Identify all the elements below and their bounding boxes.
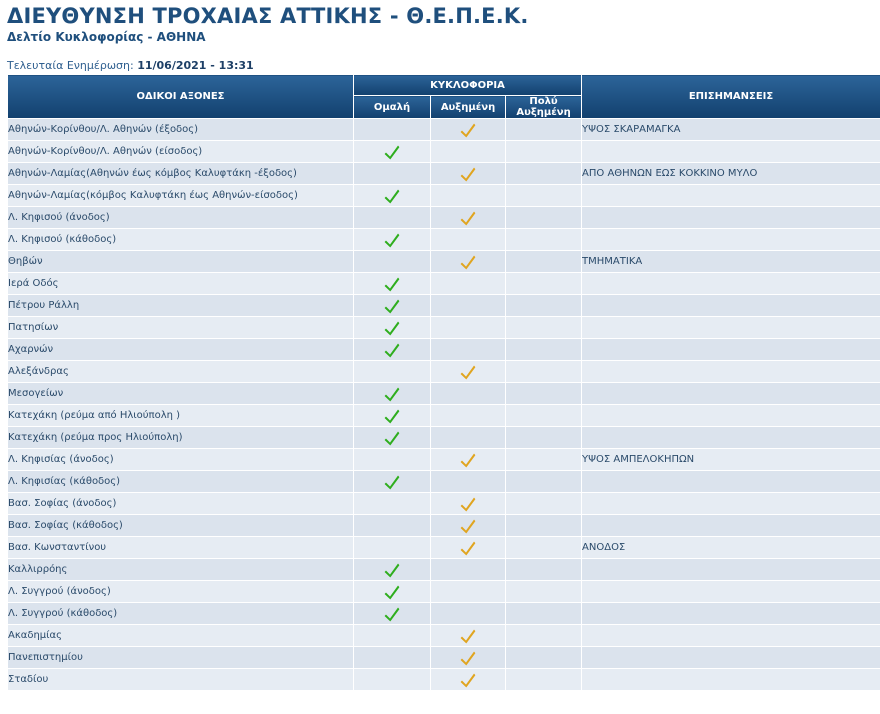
check-orange-icon xyxy=(460,540,476,556)
road-name: Λ. Συγγρού (άνοδος) xyxy=(8,581,354,603)
traffic-very-increased-cell xyxy=(506,251,582,273)
road-note: ΑΝΟΔΟΣ xyxy=(582,537,880,559)
traffic-very-increased-cell xyxy=(506,581,582,603)
traffic-increased-cell xyxy=(431,251,506,273)
traffic-normal-cell xyxy=(354,647,431,669)
last-update-label: Τελευταία Ενημέρωση: xyxy=(7,59,134,72)
traffic-normal-cell xyxy=(354,229,431,251)
check-green-icon xyxy=(384,232,400,248)
table-row xyxy=(8,185,880,207)
page-title: ΔΙΕΥΘΥΝΣΗ ΤΡΟΧΑΙΑΣ ΑΤΤΙΚΗΣ - Θ.Ε.Π.Ε.Κ. xyxy=(7,4,529,28)
column-header-very-increased: Πολύ Αυξημένη xyxy=(506,96,582,119)
traffic-normal-cell xyxy=(354,361,431,383)
table-row xyxy=(8,317,880,339)
traffic-very-increased-cell xyxy=(506,339,582,361)
road-note xyxy=(582,581,880,603)
road-note: ΑΠΟ ΑΘΗΝΩΝ ΕΩΣ ΚΟΚΚΙΝΟ ΜΥΛΟ xyxy=(582,163,880,185)
traffic-very-increased-cell xyxy=(506,361,582,383)
road-note xyxy=(582,515,880,537)
traffic-very-increased-cell xyxy=(506,383,582,405)
table-row xyxy=(8,119,880,141)
traffic-very-increased-cell xyxy=(506,163,582,185)
traffic-increased-cell xyxy=(431,383,506,405)
table-row xyxy=(8,603,880,625)
table-row xyxy=(8,647,880,669)
column-header-notes: ΕΠΙΣΗΜΑΝΣΕΙΣ xyxy=(582,75,880,119)
check-orange-icon xyxy=(460,364,476,380)
traffic-increased-cell xyxy=(431,229,506,251)
table-row xyxy=(8,669,880,691)
column-header-increased: Αυξημένη xyxy=(431,96,506,119)
table-row xyxy=(8,251,880,273)
check-orange-icon xyxy=(460,452,476,468)
last-update-value: 11/06/2021 - 13:31 xyxy=(137,59,254,72)
traffic-normal-cell xyxy=(354,119,431,141)
table-row xyxy=(8,537,880,559)
check-green-icon xyxy=(384,298,400,314)
road-name: Αθηνών-Λαμίας(Αθηνών έως κόμβος Καλυφτάκη -έξοδος) xyxy=(8,163,354,185)
traffic-normal-cell xyxy=(354,581,431,603)
road-note: ΥΨΟΣ ΑΜΠΕΛΟΚΗΠΩΝ xyxy=(582,449,880,471)
table-row xyxy=(8,405,880,427)
traffic-increased-cell xyxy=(431,669,506,691)
road-note: ΥΨΟΣ ΣΚΑΡΑΜΑΓΚΑ xyxy=(582,119,880,141)
road-name: Σταδίου xyxy=(8,669,354,691)
check-orange-icon xyxy=(460,628,476,644)
table-row xyxy=(8,229,880,251)
table-row xyxy=(8,625,880,647)
check-orange-icon xyxy=(460,210,476,226)
traffic-very-increased-cell xyxy=(506,647,582,669)
traffic-normal-cell xyxy=(354,493,431,515)
traffic-increased-cell xyxy=(431,537,506,559)
column-header-traffic: ΚΥΚΛΟΦΟΡΙΑ xyxy=(354,75,582,96)
traffic-increased-cell xyxy=(431,515,506,537)
traffic-very-increased-cell xyxy=(506,515,582,537)
road-note xyxy=(582,669,880,691)
column-header-road-axes: ΟΔΙΚΟΙ ΑΞΟΝΕΣ xyxy=(8,75,354,119)
check-green-icon xyxy=(384,342,400,358)
traffic-normal-cell xyxy=(354,559,431,581)
road-name: Βασ. Κωνσταντίνου xyxy=(8,537,354,559)
road-name: Λ. Κηφισού (άνοδος) xyxy=(8,207,354,229)
table-row xyxy=(8,493,880,515)
road-name: Αχαρνών xyxy=(8,339,354,361)
traffic-normal-cell xyxy=(354,383,431,405)
table-row xyxy=(8,339,880,361)
check-green-icon xyxy=(384,430,400,446)
road-name: Κατεχάκη (ρεύμα προς Ηλιούπολη) xyxy=(8,427,354,449)
traffic-increased-cell xyxy=(431,625,506,647)
traffic-normal-cell xyxy=(354,141,431,163)
check-orange-icon xyxy=(460,166,476,182)
table-row xyxy=(8,207,880,229)
check-orange-icon xyxy=(460,122,476,138)
traffic-very-increased-cell xyxy=(506,427,582,449)
traffic-very-increased-cell xyxy=(506,559,582,581)
table-row xyxy=(8,471,880,493)
road-note xyxy=(582,427,880,449)
traffic-normal-cell xyxy=(354,471,431,493)
traffic-very-increased-cell xyxy=(506,669,582,691)
traffic-normal-cell xyxy=(354,515,431,537)
traffic-normal-cell xyxy=(354,405,431,427)
traffic-very-increased-cell xyxy=(506,625,582,647)
traffic-increased-cell xyxy=(431,427,506,449)
road-note xyxy=(582,493,880,515)
traffic-increased-cell xyxy=(431,185,506,207)
check-green-icon xyxy=(384,386,400,402)
traffic-normal-cell xyxy=(354,251,431,273)
road-name: Πανεπιστημίου xyxy=(8,647,354,669)
traffic-very-increased-cell xyxy=(506,493,582,515)
road-note xyxy=(582,185,880,207)
traffic-increased-cell xyxy=(431,647,506,669)
traffic-increased-cell xyxy=(431,581,506,603)
road-note xyxy=(582,625,880,647)
road-name: Λ. Κηφισίας (άνοδος) xyxy=(8,449,354,471)
traffic-very-increased-cell xyxy=(506,273,582,295)
check-orange-icon xyxy=(460,518,476,534)
check-green-icon xyxy=(384,606,400,622)
table-row xyxy=(8,449,880,471)
traffic-increased-cell xyxy=(431,405,506,427)
traffic-normal-cell xyxy=(354,537,431,559)
road-name: Βασ. Σοφίας (κάθοδος) xyxy=(8,515,354,537)
traffic-normal-cell xyxy=(354,603,431,625)
check-green-icon xyxy=(384,408,400,424)
traffic-very-increased-cell xyxy=(506,295,582,317)
traffic-normal-cell xyxy=(354,185,431,207)
check-green-icon xyxy=(384,144,400,160)
traffic-increased-cell xyxy=(431,559,506,581)
check-orange-icon xyxy=(460,496,476,512)
road-name: Καλλιρρόης xyxy=(8,559,354,581)
table-row xyxy=(8,559,880,581)
traffic-increased-cell xyxy=(431,493,506,515)
check-green-icon xyxy=(384,562,400,578)
road-note xyxy=(582,141,880,163)
traffic-table-body xyxy=(8,119,880,691)
road-name: Θηβών xyxy=(8,251,354,273)
road-name: Πέτρου Ράλλη xyxy=(8,295,354,317)
table-row xyxy=(8,163,880,185)
traffic-very-increased-cell xyxy=(506,119,582,141)
check-green-icon xyxy=(384,320,400,336)
traffic-increased-cell xyxy=(431,471,506,493)
road-note xyxy=(582,207,880,229)
road-name: Πατησίων xyxy=(8,317,354,339)
road-note xyxy=(582,317,880,339)
traffic-normal-cell xyxy=(354,273,431,295)
traffic-normal-cell xyxy=(354,295,431,317)
table-row xyxy=(8,361,880,383)
traffic-increased-cell xyxy=(431,141,506,163)
traffic-very-increased-cell xyxy=(506,185,582,207)
table-row xyxy=(8,581,880,603)
road-name: Λ. Κηφισού (κάθοδος) xyxy=(8,229,354,251)
road-note xyxy=(582,559,880,581)
road-name: Λ. Κηφισίας (κάθοδος) xyxy=(8,471,354,493)
traffic-table xyxy=(7,74,880,691)
road-note xyxy=(582,229,880,251)
road-name: Μεσογείων xyxy=(8,383,354,405)
road-name: Κατεχάκη (ρεύμα από Ηλιούπολη ) xyxy=(8,405,354,427)
check-green-icon xyxy=(384,474,400,490)
check-orange-icon xyxy=(460,672,476,688)
check-green-icon xyxy=(384,188,400,204)
road-name: Ιερά Οδός xyxy=(8,273,354,295)
road-note xyxy=(582,273,880,295)
road-name: Αθηνών-Λαμίας(κόμβος Καλυφτάκη έως Αθηνών-είσοδος) xyxy=(8,185,354,207)
traffic-normal-cell xyxy=(354,449,431,471)
traffic-increased-cell xyxy=(431,295,506,317)
road-note: ΤΜΗΜΑΤΙΚΑ xyxy=(582,251,880,273)
road-note xyxy=(582,471,880,493)
traffic-normal-cell xyxy=(354,339,431,361)
traffic-normal-cell xyxy=(354,427,431,449)
check-orange-icon xyxy=(460,650,476,666)
traffic-increased-cell xyxy=(431,603,506,625)
traffic-normal-cell xyxy=(354,317,431,339)
road-name: Βασ. Σοφίας (άνοδος) xyxy=(8,493,354,515)
road-note xyxy=(582,361,880,383)
table-row xyxy=(8,141,880,163)
road-name: Λ. Συγγρού (κάθοδος) xyxy=(8,603,354,625)
road-name: Αθηνών-Κορίνθου/Λ. Αθηνών (έξοδος) xyxy=(8,119,354,141)
traffic-increased-cell xyxy=(431,361,506,383)
traffic-increased-cell xyxy=(431,207,506,229)
traffic-increased-cell xyxy=(431,449,506,471)
traffic-very-increased-cell xyxy=(506,207,582,229)
road-note xyxy=(582,603,880,625)
traffic-very-increased-cell xyxy=(506,471,582,493)
check-orange-icon xyxy=(460,254,476,270)
road-note xyxy=(582,339,880,361)
traffic-very-increased-cell xyxy=(506,317,582,339)
column-header-normal: Ομαλή xyxy=(354,96,431,119)
last-update xyxy=(7,59,254,72)
traffic-normal-cell xyxy=(354,163,431,185)
road-name: Ακαδημίας xyxy=(8,625,354,647)
traffic-increased-cell xyxy=(431,339,506,361)
check-green-icon xyxy=(384,584,400,600)
table-row xyxy=(8,383,880,405)
road-note xyxy=(582,295,880,317)
traffic-very-increased-cell xyxy=(506,449,582,471)
table-row xyxy=(8,273,880,295)
road-name: Αθηνών-Κορίνθου/Λ. Αθηνών (είσοδος) xyxy=(8,141,354,163)
check-green-icon xyxy=(384,276,400,292)
traffic-increased-cell xyxy=(431,163,506,185)
road-name: Αλεξάνδρας xyxy=(8,361,354,383)
traffic-increased-cell xyxy=(431,273,506,295)
traffic-very-increased-cell xyxy=(506,229,582,251)
traffic-increased-cell xyxy=(431,119,506,141)
table-row xyxy=(8,427,880,449)
table-row xyxy=(8,295,880,317)
table-row xyxy=(8,515,880,537)
page-subtitle: Δελτίο Κυκλοφορίας - ΑΘΗΝΑ xyxy=(7,30,206,44)
traffic-very-increased-cell xyxy=(506,405,582,427)
road-note xyxy=(582,383,880,405)
traffic-normal-cell xyxy=(354,625,431,647)
traffic-very-increased-cell xyxy=(506,141,582,163)
road-note xyxy=(582,647,880,669)
traffic-very-increased-cell xyxy=(506,603,582,625)
traffic-very-increased-cell xyxy=(506,537,582,559)
traffic-increased-cell xyxy=(431,317,506,339)
traffic-normal-cell xyxy=(354,669,431,691)
traffic-normal-cell xyxy=(354,207,431,229)
road-note xyxy=(582,405,880,427)
